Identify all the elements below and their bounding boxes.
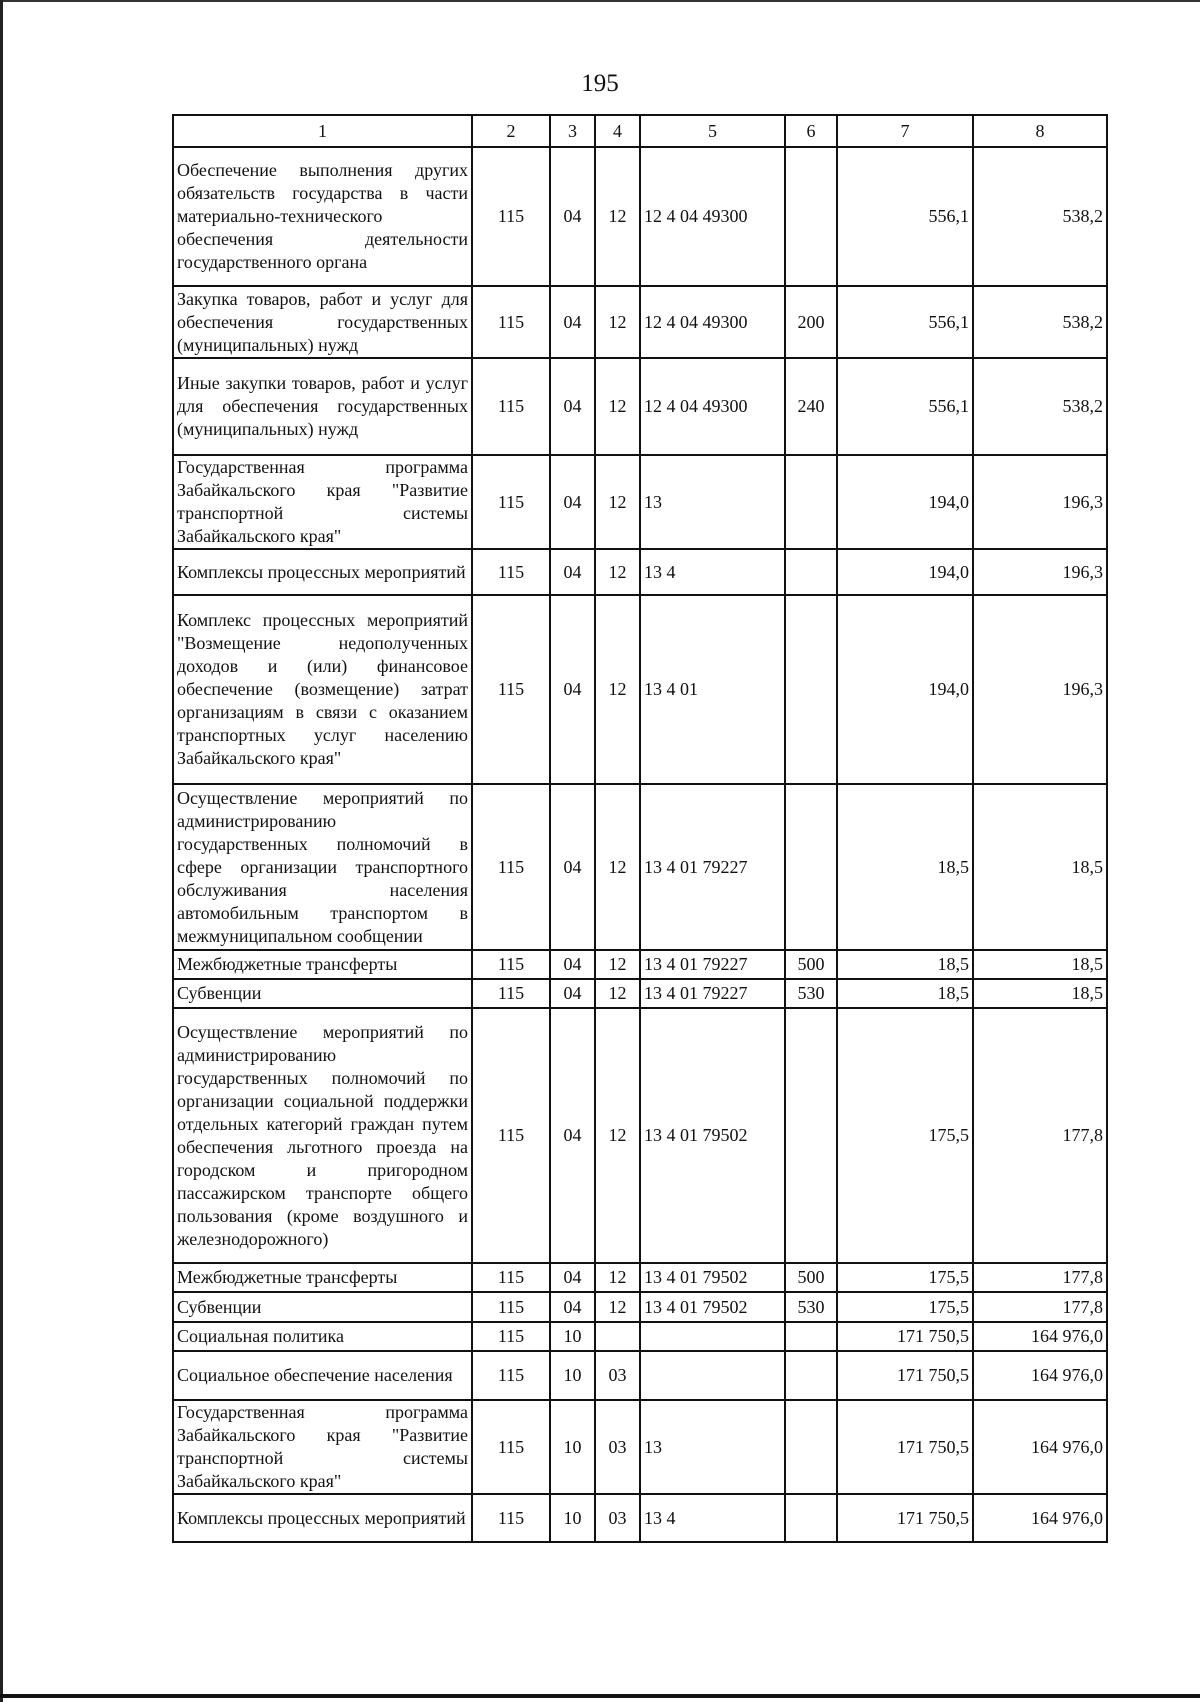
table-row [173,784,1107,950]
cell-col3: 04 [550,358,595,455]
cell-col7: 194,0 [837,549,973,595]
table-row [173,1400,1107,1494]
row-name: Межбюджетные трансферты [173,950,472,979]
cell-col8: 18,5 [973,784,1107,950]
cell-col4: 12 [595,147,640,286]
cell-col2: 115 [472,1400,550,1494]
table-row [173,1263,1107,1292]
cell-col7: 194,0 [837,595,973,784]
cell-col8: 538,2 [973,286,1107,358]
cell-col8: 164 976,0 [973,1400,1107,1494]
table-row [173,979,1107,1008]
cell-col2: 115 [472,784,550,950]
cell-col8: 164 976,0 [973,1351,1107,1400]
cell-col5: 13 [640,455,785,549]
row-name: Обеспечение выполнения других обязательств государства в части материально-технического обеспечения деятельности государственного органа [173,147,472,286]
cell-col2: 115 [472,595,550,784]
cell-col3: 04 [550,595,595,784]
cell-col7: 556,1 [837,147,973,286]
cell-col7: 18,5 [837,950,973,979]
row-name: Субвенции [173,1292,472,1322]
cell-col5: 13 4 01 79227 [640,950,785,979]
cell-col3: 04 [550,979,595,1008]
table-row [173,549,1107,595]
cell-col2: 115 [472,979,550,1008]
cell-col2: 115 [472,1292,550,1322]
row-name: Закупка товаров, работ и услуг для обеспечения государственных (муниципальных) нужд [173,286,472,358]
header-cell: 8 [973,115,1107,147]
cell-col3: 04 [550,147,595,286]
row-name: Осуществление мероприятий по администрированию государственных полномочий по организации социальной поддержки отдельных категорий граждан путем обеспечения льготного проезда на городском и пригородном пассажирском транспорте общего пользования (кроме воздушного и железнодорожного) [173,1008,472,1263]
cell-col7: 171 750,5 [837,1351,973,1400]
cell-col2: 115 [472,358,550,455]
header-cell: 3 [550,115,595,147]
table-row [173,595,1107,784]
cell-col2: 115 [472,549,550,595]
cell-col7: 18,5 [837,784,973,950]
cell-col8: 177,8 [973,1292,1107,1322]
cell-col2: 115 [472,950,550,979]
cell-col3: 04 [550,1008,595,1263]
cell-col3: 04 [550,1292,595,1322]
cell-col5: 13 4 01 79227 [640,784,785,950]
cell-col8: 18,5 [973,950,1107,979]
cell-col6 [785,1322,837,1351]
table-row [173,358,1107,455]
budget-table [172,114,1108,1543]
header-row [173,115,1107,147]
cell-col2: 115 [472,1322,550,1351]
cell-col7: 556,1 [837,358,973,455]
cell-col5 [640,1322,785,1351]
cell-col6 [785,595,837,784]
cell-col3: 04 [550,286,595,358]
cell-col5: 13 4 01 79502 [640,1008,785,1263]
header-cell: 2 [472,115,550,147]
cell-col8: 164 976,0 [973,1322,1107,1351]
header-cell: 6 [785,115,837,147]
header-cell: 7 [837,115,973,147]
row-name: Осуществление мероприятий по администрированию государственных полномочий в сфере организации транспортного обслуживания населения автомобильным транспортом в межмуниципальном сообщении [173,784,472,950]
cell-col4: 12 [595,286,640,358]
cell-col5: 13 4 01 79502 [640,1292,785,1322]
scan-edge-top [0,0,1200,2]
row-name: Комплексы процессных мероприятий [173,549,472,595]
cell-col4: 12 [595,1008,640,1263]
cell-col6 [785,1008,837,1263]
cell-col5 [640,1351,785,1400]
cell-col4: 12 [595,595,640,784]
row-name: Социальная политика [173,1322,472,1351]
row-name: Иные закупки товаров, работ и услуг для обеспечения государственных (муниципальных) нужд [173,358,472,455]
cell-col4: 03 [595,1400,640,1494]
cell-col2: 115 [472,455,550,549]
header-cell: 1 [173,115,472,147]
cell-col8: 164 976,0 [973,1494,1107,1542]
cell-col3: 04 [550,455,595,549]
header-cell: 5 [640,115,785,147]
table-row [173,455,1107,549]
cell-col3: 04 [550,950,595,979]
cell-col3: 04 [550,549,595,595]
cell-col6: 200 [785,286,837,358]
cell-col7: 175,5 [837,1292,973,1322]
cell-col2: 115 [472,1494,550,1542]
cell-col8: 538,2 [973,147,1107,286]
table-row [173,147,1107,286]
row-name: Межбюджетные трансферты [173,1263,472,1292]
cell-col6: 500 [785,1263,837,1292]
row-name: Социальное обеспечение населения [173,1351,472,1400]
cell-col8: 18,5 [973,979,1107,1008]
cell-col4 [595,1322,640,1351]
cell-col2: 115 [472,286,550,358]
cell-col8: 196,3 [973,455,1107,549]
cell-col8: 177,8 [973,1008,1107,1263]
cell-col4: 12 [595,358,640,455]
table-row [173,950,1107,979]
cell-col7: 171 750,5 [837,1322,973,1351]
cell-col5: 13 4 [640,1494,785,1542]
cell-col5: 13 [640,1400,785,1494]
table-row [173,286,1107,358]
cell-col2: 115 [472,1351,550,1400]
table-row [173,1494,1107,1542]
cell-col6 [785,1400,837,1494]
cell-col3: 10 [550,1322,595,1351]
cell-col4: 12 [595,950,640,979]
cell-col8: 177,8 [973,1263,1107,1292]
cell-col7: 556,1 [837,286,973,358]
row-name: Субвенции [173,979,472,1008]
scan-edge-bottom [0,1694,1200,1698]
cell-col5: 12 4 04 49300 [640,286,785,358]
cell-col4: 12 [595,1292,640,1322]
cell-col2: 115 [472,147,550,286]
cell-col8: 538,2 [973,358,1107,455]
row-name: Государственная программа Забайкальского края "Развитие транспортной системы Забайкальского края" [173,1400,472,1494]
cell-col6 [785,549,837,595]
cell-col7: 175,5 [837,1263,973,1292]
cell-col6: 530 [785,979,837,1008]
cell-col7: 18,5 [837,979,973,1008]
cell-col4: 12 [595,549,640,595]
cell-col2: 115 [472,1008,550,1263]
cell-col5: 13 4 01 79502 [640,1263,785,1292]
page-number: 195 [581,70,619,97]
cell-col6 [785,1351,837,1400]
cell-col5: 13 4 01 79227 [640,979,785,1008]
cell-col6: 530 [785,1292,837,1322]
cell-col4: 03 [595,1351,640,1400]
scan-edge-left [0,0,3,1702]
cell-col6: 500 [785,950,837,979]
cell-col3: 10 [550,1351,595,1400]
table-row [173,1292,1107,1322]
row-name: Комплексы процессных мероприятий [173,1494,472,1542]
cell-col4: 12 [595,455,640,549]
cell-col4: 12 [595,784,640,950]
cell-col2: 115 [472,1263,550,1292]
cell-col5: 13 4 [640,549,785,595]
cell-col6 [785,455,837,549]
cell-col3: 10 [550,1494,595,1542]
cell-col3: 04 [550,784,595,950]
cell-col4: 03 [595,1494,640,1542]
header-cell: 4 [595,115,640,147]
table-row [173,1351,1107,1400]
cell-col7: 171 750,5 [837,1400,973,1494]
row-name: Государственная программа Забайкальского края "Развитие транспортной системы Забайкальского края" [173,455,472,549]
cell-col5: 12 4 04 49300 [640,358,785,455]
cell-col7: 175,5 [837,1008,973,1263]
cell-col8: 196,3 [973,595,1107,784]
cell-col3: 04 [550,1263,595,1292]
cell-col8: 196,3 [973,549,1107,595]
cell-col6 [785,147,837,286]
cell-col6 [785,1494,837,1542]
cell-col5: 13 4 01 [640,595,785,784]
table-row [173,1322,1107,1351]
cell-col6: 240 [785,358,837,455]
cell-col6 [785,784,837,950]
cell-col4: 12 [595,1263,640,1292]
cell-col4: 12 [595,979,640,1008]
row-name: Комплекс процессных мероприятий "Возмещение недополученных доходов и (или) финансовое обеспечение (возмещение) затрат организациям в связи с оказанием транспортных услуг населению Забайкальского края" [173,595,472,784]
table-row [173,1008,1107,1263]
cell-col7: 194,0 [837,455,973,549]
cell-col5: 12 4 04 49300 [640,147,785,286]
cell-col3: 10 [550,1400,595,1494]
cell-col7: 171 750,5 [837,1494,973,1542]
